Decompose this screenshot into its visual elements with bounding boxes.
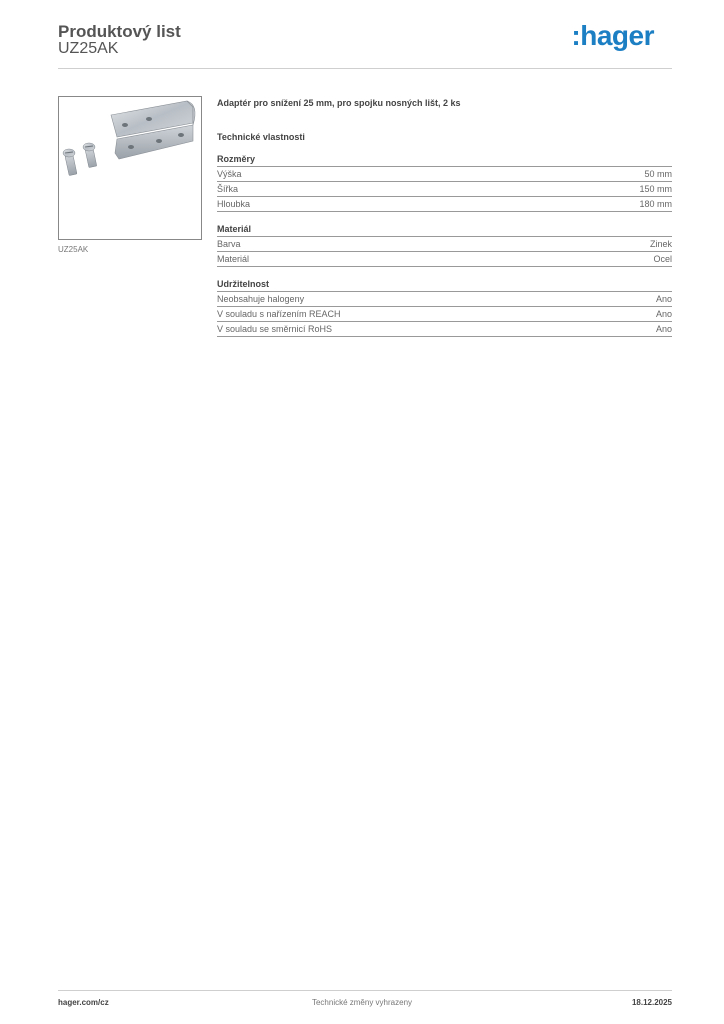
- spec-label: Neobsahuje halogeny: [217, 294, 305, 304]
- spec-label: Šířka: [217, 184, 239, 194]
- spec-label: V souladu s nařízením REACH: [217, 309, 341, 319]
- spec-label: Výška: [217, 169, 242, 179]
- footer-date: 18.12.2025: [631, 998, 672, 1007]
- spec-value: 180 mm: [639, 199, 672, 209]
- product-description: Adaptér pro snížení 25 mm, pro spojku nosných lišt, 2 ks: [217, 98, 461, 108]
- group-title: Rozměry: [217, 152, 672, 167]
- spec-value: 150 mm: [639, 184, 672, 194]
- product-image: [58, 96, 202, 240]
- spec-value: Ano: [655, 294, 672, 304]
- spec-value: Ano: [655, 324, 672, 334]
- spec-row: [217, 182, 672, 197]
- footer-note: Technické změny vyhrazeny: [311, 998, 413, 1007]
- image-caption: UZ25AK: [58, 245, 89, 254]
- spec-value: Ocel: [653, 254, 672, 264]
- spec-value: Ano: [655, 309, 672, 319]
- hager-logo: :hager: [571, 20, 654, 51]
- header-divider: [58, 68, 672, 69]
- spec-row: [217, 167, 672, 182]
- spec-label: Barva: [217, 239, 241, 249]
- spec-value: 50 mm: [644, 169, 672, 179]
- footer-divider: [58, 990, 672, 991]
- screw-2: [83, 143, 97, 168]
- spec-row: [217, 237, 672, 252]
- product-code: UZ25AK: [58, 40, 119, 57]
- group-title: Udržitelnost: [217, 277, 672, 292]
- group-title: Materiál: [217, 222, 672, 237]
- section-heading: Technické vlastnosti: [217, 132, 305, 142]
- spec-row: [217, 307, 672, 322]
- spec-row: [217, 292, 672, 307]
- spec-label: V souladu se směrnicí RoHS: [217, 324, 333, 334]
- group-material: [217, 222, 672, 267]
- group-dimensions: [217, 152, 672, 212]
- group-sustainability: [217, 277, 672, 337]
- product-details: [217, 96, 672, 337]
- page-header: [58, 20, 672, 70]
- spec-value: Zinek: [649, 239, 672, 249]
- spec-row: [217, 252, 672, 267]
- screw-1: [63, 149, 77, 176]
- spec-row: [217, 322, 672, 337]
- spec-label: Hloubka: [217, 199, 251, 209]
- footer-website[interactable]: hager.com/cz: [58, 998, 109, 1007]
- page-title: Produktový list: [58, 22, 181, 41]
- spec-row: [217, 197, 672, 212]
- bracket-illustration: [59, 97, 201, 239]
- spec-label: Materiál: [217, 254, 250, 264]
